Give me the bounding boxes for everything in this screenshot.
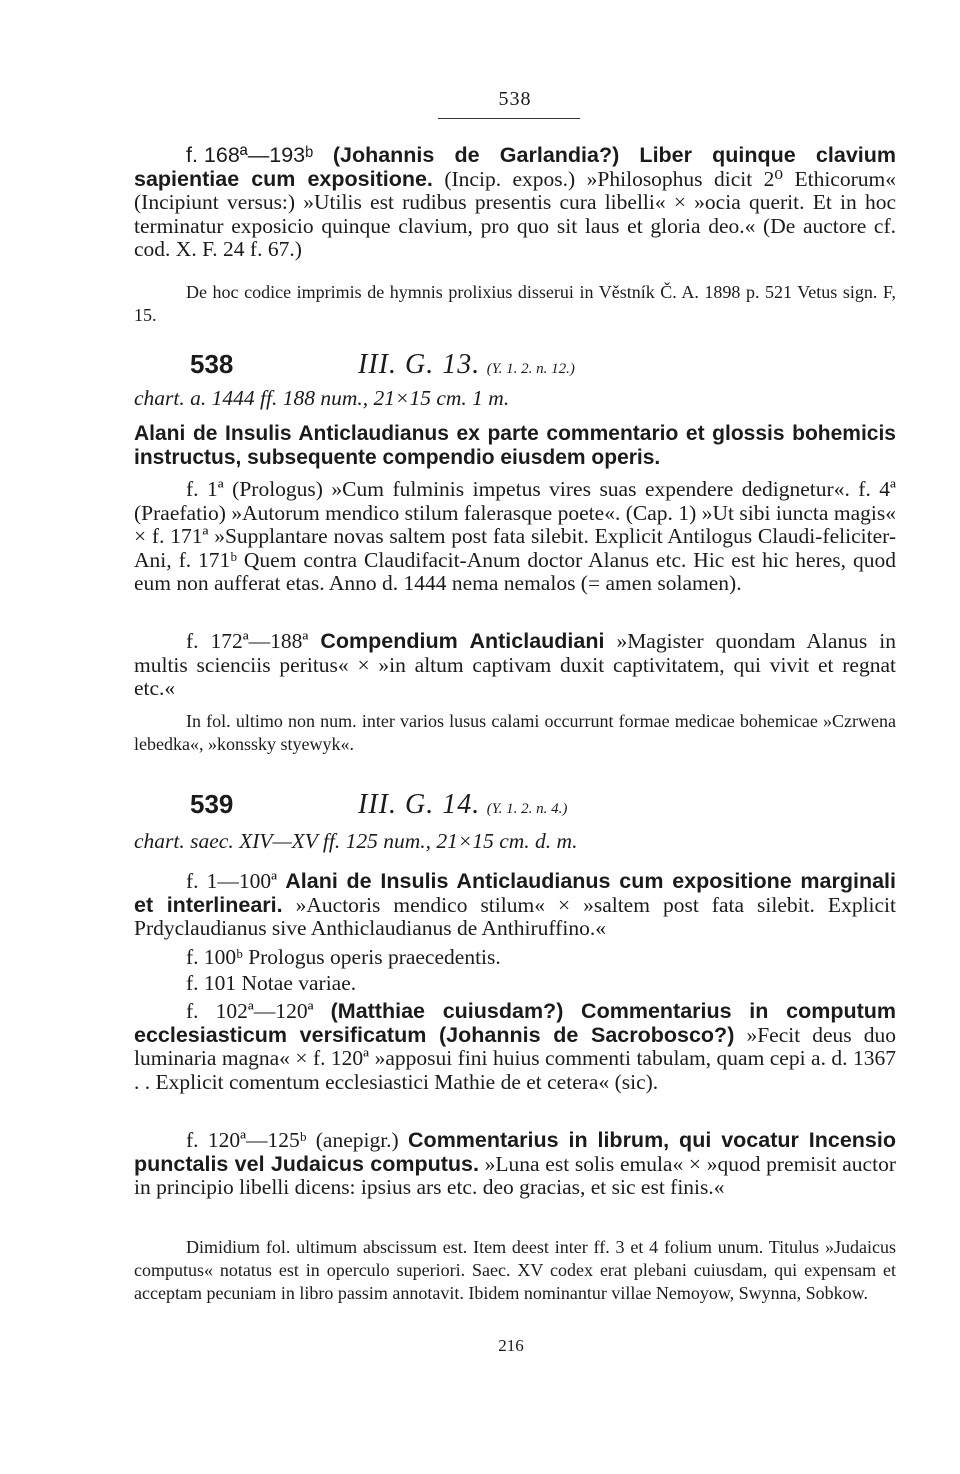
folio-range: f. 168ª—193ᵇ: [186, 143, 314, 167]
running-page-number: 538: [498, 88, 532, 110]
work-title: Alani de Insulis Anticlaudianus cum expositione marginali et interlineari.: [134, 869, 896, 917]
work-title: Compendium Anticlaudiani: [320, 629, 605, 653]
entry-538-title: Alani de Insulis Anticlaudianus ex parte commentario et glossis bohemicis instructus, subsequente compendio eiusdem operis.: [134, 422, 896, 469]
entry-number: 539: [190, 789, 234, 819]
shelfmark: III. G. 14.: [358, 789, 481, 820]
incipit-text: »Auctoris mendico stilum« × »saltem post fata silebit. Explicit Prdyclaudianus sive Anthiclaudianus de Anthiruffino.«: [134, 892, 897, 941]
folio-range: f. 1—100ª: [186, 869, 286, 893]
entry-539-item-5: [134, 1129, 896, 1200]
entry-539-heading: [190, 789, 567, 821]
entry-538-heading: [190, 349, 575, 381]
entry-538-compendium: [134, 630, 896, 701]
folio-range: f. 102ª—120ª: [186, 999, 331, 1023]
old-signature: (Y. 1. 2. n. 4.): [486, 801, 568, 817]
entry-539-item-4: [134, 1000, 896, 1094]
entry-539-item-2: f. 100ᵇ Prologus operis praecedentis.: [186, 945, 501, 969]
entry-number: 538: [190, 349, 234, 379]
entry-539-item-3: f. 101 Notae variae.: [186, 971, 357, 995]
entry-538-physical-description: chart. a. 1444 ff. 188 num., 21×15 cm. 1 m.: [134, 386, 510, 410]
shelfmark: III. G. 13.: [358, 349, 481, 380]
folio-range: f. 120ª—125ᵇ (anepigr.): [186, 1128, 409, 1152]
incipit-text: (Incip. expos.) »Philosophus dicit 2⁰ Ethicorum« (Incipiunt versus:) »Utilis est rudibus presentis cura libelli« × »ocia querit. Et in hoc terminatur exposicio quinque clavium, pro quo sit laus et gloria deo.« (De auctore cf. cod. X. F. 24 f. 67.): [134, 166, 896, 262]
footer-page-number: 216: [498, 1336, 524, 1355]
incipit-text: »Magister quondam Alanus in multis scienciis peritus« × »in altum captivam duxit captivitatem, qui vivit et regnat etc.«: [134, 629, 896, 701]
entry-539-physical-description: chart. saec. XIV—XV ff. 125 num., 21×15 cm. d. m.: [134, 829, 578, 853]
work-title: Commentarius in librum, qui vocatur Incensio punctalis vel Judaicus computus.: [134, 1128, 896, 1176]
entry-538-note: In fol. ultimo non num. inter varios lusus calami occurrunt formae medicae bohemicae »Czrwena lebedka«, »konssky styewyk«.: [134, 711, 896, 754]
incipit-text: »Fecit deus duo luminaria magna« × f. 120ª »apposui fini huius commenti tabulam, quam cepi a. d. 1367 . . Explicit comentum ecclesiastici Mathie de et cetera« (sic).: [134, 1022, 896, 1094]
header-rule: [438, 118, 580, 119]
work-title: (Matthiae cuiusdam?) Commentarius in computum ecclesiasticum versificatum (Johannis de Sacrobosco?): [134, 999, 896, 1047]
entry-538-contents: f. 1ª (Prologus) »Cum fulminis impetus vires suas expendere dedignetur«. f. 4ª (Praefatio) »Autorum mendico stilum falerasque poete«. (Cap. 1) »Ut sibi iuncta magis« × f. 171ª »Supplantare novas saltem post fata silebit. Explicit Antilogus Claudi-feliciter-Ani, f. 171ᵇ Quem contra Claudifacit-Anum doctor Alanus etc. Hic est hic heres, quod eum non aufferat etas. Anno d. 1444 nema nemalos (= amen solamen).: [134, 477, 896, 596]
incipit-text: »Luna est solis emula« × »quod premisit auctor in principio libelli dicens: ipsius ars etc. deo gracias, et sic est finis.«: [134, 1151, 896, 1200]
entry-537-note: De hoc codice imprimis de hymnis prolixius disserui in Věstník Č. A. 1898 p. 521 Vetus sign. F, 15.: [134, 282, 896, 325]
old-signature: (Y. 1. 2. n. 12.): [486, 361, 575, 377]
work-title: (Johannis de Garlandia?) Liber quinque clavium sapientiae cum expositione.: [134, 143, 896, 191]
entry-537-paragraph: [134, 144, 896, 262]
folio-range: f. 172ª—188ª: [186, 629, 321, 653]
entry-539-item-1: [134, 870, 896, 941]
entry-539-note: Dimidium fol. ultimum abscissum est. Item deest inter ff. 3 et 4 folium unum. Titulus »Judaicus computus« notatus est in operculo superiori. Saec. XV codex erat plebani cuiusdam, qui expensam et acceptam pecuniam in libro passim annotavit. Ibidem nominantur villae Nemoyow, Swynna, Sobkow.: [134, 1237, 896, 1303]
